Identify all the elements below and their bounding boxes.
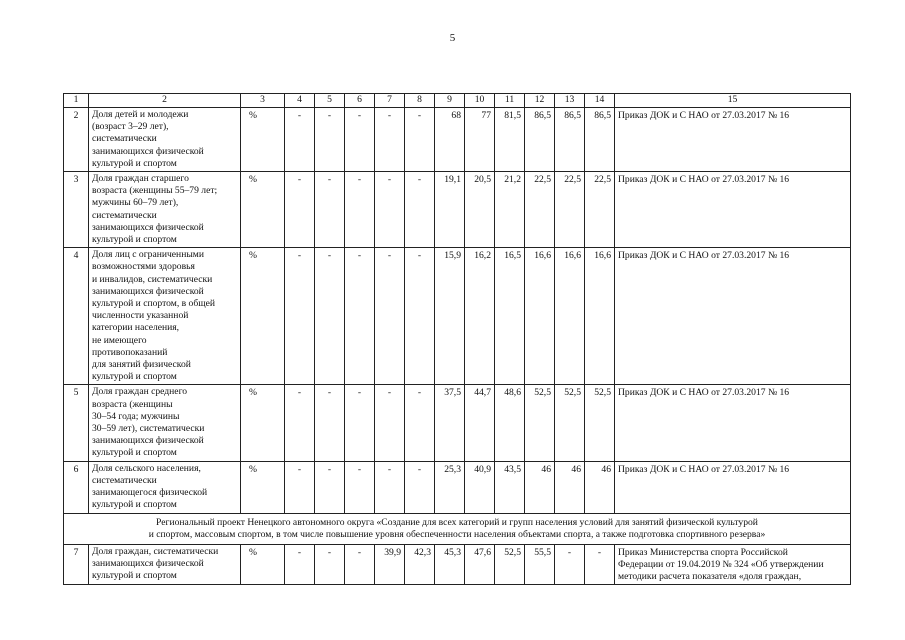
header-row [64,94,851,108]
empty-value-cell: - [285,461,315,513]
header-cell: 10 [465,94,495,108]
unit-cell: % [241,108,285,172]
indicator-name-line: занимающихся физической [92,221,204,233]
empty-value-cell: - [285,385,315,461]
table-row [64,172,851,248]
value-cell: 46 [585,461,615,513]
value-cell: 55,5 [525,544,555,584]
value-cell: 43,5 [495,461,525,513]
indicator-name-line: культурой и спортом [92,499,177,511]
empty-value-cell: - [345,461,375,513]
empty-value-cell: - [375,461,405,513]
indicator-name-line: занимающегося физической [92,487,208,499]
empty-value-cell: - [285,544,315,584]
empty-value-cell: - [315,108,345,172]
row-number: 7 [64,544,89,584]
value-cell: 44,7 [465,385,495,461]
indicator-name-line: Доля граждан старшего [92,173,189,185]
value-cell: 77 [465,108,495,172]
regional-project-title [64,513,851,544]
value-cell: 52,5 [525,385,555,461]
section-row [64,513,851,544]
empty-value-cell: - [405,248,435,385]
value-cell: 22,5 [555,172,585,248]
header-cell: 3 [241,94,285,108]
row-number: 5 [64,385,89,461]
empty-value-cell: - [375,248,405,385]
indicator-name-line: Доля детей и молодежи [92,109,189,120]
value-cell: 16,6 [525,248,555,385]
indicator-name-line: культурой и спортом [92,371,177,383]
value-cell: 20,5 [465,172,495,248]
value-cell: 25,3 [435,461,465,513]
section-title-line: Региональный проект Ненецкого автономного округа «Создание для всех категорий и групп населения условий для занятий физической культурой [156,516,758,528]
empty-value-cell: - [375,172,405,248]
header-cell: 12 [525,94,555,108]
header-cell: 2 [89,94,241,108]
indicator-name [89,385,241,461]
indicator-name-line: занимающихся физической [92,285,204,297]
row-number: 2 [64,108,89,172]
indicator-name [89,108,241,172]
indicator-name-line: Доля сельского населения, [92,462,201,474]
unit-cell: % [241,544,285,584]
table-row [64,248,851,385]
header-cell: 8 [405,94,435,108]
header-cell: 1 [64,94,89,108]
indicator-name [89,172,241,248]
indicator-name [89,248,241,385]
indicators-table [63,93,851,585]
indicator-name-line: категории населения, [92,322,180,334]
empty-value-cell: - [405,108,435,172]
indicator-name-line: Доля граждан, систематически [92,545,219,557]
value-cell: 16,6 [555,248,585,385]
indicator-name-line: не имеющего [92,334,147,346]
indicator-name [89,461,241,513]
empty-value-cell: - [315,461,345,513]
empty-value-cell: - [375,108,405,172]
empty-value-cell: - [315,544,345,584]
value-cell: 37,5 [435,385,465,461]
empty-value-cell: - [315,172,345,248]
indicator-name-line: (возраст 3–29 лет), [92,121,169,133]
value-cell: 86,5 [525,108,555,172]
table-row [64,461,851,513]
indicator-name-line: занимающихся физической [92,435,204,447]
empty-value-cell: - [375,385,405,461]
source-cell: Приказ ДОК и С НАО от 27.03.2017 № 16 [615,248,851,385]
unit-cell: % [241,385,285,461]
indicator-name-line: культурой и спортом, в общей [92,298,216,310]
empty-value-cell: - [285,172,315,248]
indicator-name-line: возраста (женщины 55–79 лет; [92,185,218,197]
indicator-name-line: противопоказаний [92,346,168,358]
value-cell: - [585,544,615,584]
section-title-line: и спортом, массовым спортом, в том числе повышение уровня обеспеченности населения объектами спорта, а также подготовка спортивного резерва» [148,528,766,540]
indicator-name-line: культурой и спортом [92,157,177,169]
source-cell: Приказ ДОК и С НАО от 27.03.2017 № 16 [615,108,851,172]
indicator-name-line: культурой и спортом [92,234,177,246]
empty-value-cell: - [405,461,435,513]
indicator-name-line: Доля граждан среднего [92,386,188,398]
value-cell: 46 [555,461,585,513]
value-cell: 15,9 [435,248,465,385]
empty-value-cell: - [405,385,435,461]
indicator-name-line: мужчины 60–79 лет), [92,197,179,209]
value-cell: 42,3 [405,544,435,584]
value-cell: - [555,544,585,584]
indicator-name [89,544,241,584]
indicator-name-line: возможностями здоровья [92,261,195,273]
empty-value-cell: - [315,248,345,385]
header-cell: 14 [585,94,615,108]
indicator-name-line: для занятий физической [92,359,191,371]
indicator-name-line: культурой и спортом [92,447,177,459]
unit-cell: % [241,172,285,248]
value-cell: 40,9 [465,461,495,513]
indicator-name-line: занимающихся физической [92,145,204,157]
value-cell: 16,6 [585,248,615,385]
source-cell: Приказ ДОК и С НАО от 27.03.2017 № 16 [615,461,851,513]
value-cell: 86,5 [555,108,585,172]
indicator-name-line: численности указанной [92,310,189,322]
value-cell: 22,5 [525,172,555,248]
header-cell: 5 [315,94,345,108]
value-cell: 86,5 [585,108,615,172]
value-cell: 52,5 [555,385,585,461]
value-cell: 16,5 [495,248,525,385]
value-cell: 45,3 [435,544,465,584]
value-cell: 68 [435,108,465,172]
row-number: 4 [64,248,89,385]
value-cell: 16,2 [465,248,495,385]
indicator-name-line: 30–54 года; мужчины [92,410,180,422]
source-cell [615,544,851,584]
value-cell: 52,5 [585,385,615,461]
row-number: 3 [64,172,89,248]
empty-value-cell: - [285,108,315,172]
row-number: 6 [64,461,89,513]
value-cell: 19,1 [435,172,465,248]
value-cell: 52,5 [495,544,525,584]
indicator-name-line: занимающихся физической [92,558,204,570]
header-cell: 15 [615,94,851,108]
header-cell: 13 [555,94,585,108]
header-cell: 11 [495,94,525,108]
source-cell-line: Федерации от 19.04.2019 № 324 «Об утверждении [618,559,824,571]
indicator-name-line: систематически [92,133,157,145]
indicator-name-line: и инвалидов, систематически [92,273,213,285]
empty-value-cell: - [345,108,375,172]
empty-value-cell: - [285,248,315,385]
source-cell: Приказ ДОК и С НАО от 27.03.2017 № 16 [615,172,851,248]
source-cell: Приказ ДОК и С НАО от 27.03.2017 № 16 [615,385,851,461]
empty-value-cell: - [315,385,345,461]
header-cell: 6 [345,94,375,108]
unit-cell: % [241,248,285,385]
indicator-name-line: систематически [92,209,157,221]
unit-cell: % [241,461,285,513]
value-cell: 48,6 [495,385,525,461]
source-cell-line: Приказ Министерства спорта Российской [618,546,788,558]
indicator-name-line: культурой и спортом [92,570,177,582]
empty-value-cell: - [345,172,375,248]
value-cell: 21,2 [495,172,525,248]
value-cell: 81,5 [495,108,525,172]
table-row [64,544,851,584]
value-cell: 47,6 [465,544,495,584]
empty-value-cell: - [345,248,375,385]
empty-value-cell: - [345,385,375,461]
indicator-name-line: возраста (женщины [92,398,173,410]
value-cell: 46 [525,461,555,513]
page-number: 5 [449,32,456,44]
value-cell: 22,5 [585,172,615,248]
indicator-name-line: Доля лиц с ограниченными [92,249,204,261]
header-cell: 7 [375,94,405,108]
indicator-name-line: 30–59 лет), систематически [92,423,205,435]
empty-value-cell: - [405,172,435,248]
indicator-name-line: систематически [92,474,157,486]
value-cell: 39,9 [375,544,405,584]
header-cell: 9 [435,94,465,108]
table-row [64,385,851,461]
source-cell-line: методики расчета показателя «доля граждан, [618,571,802,583]
table-row [64,108,851,172]
empty-value-cell: - [345,544,375,584]
header-cell: 4 [285,94,315,108]
